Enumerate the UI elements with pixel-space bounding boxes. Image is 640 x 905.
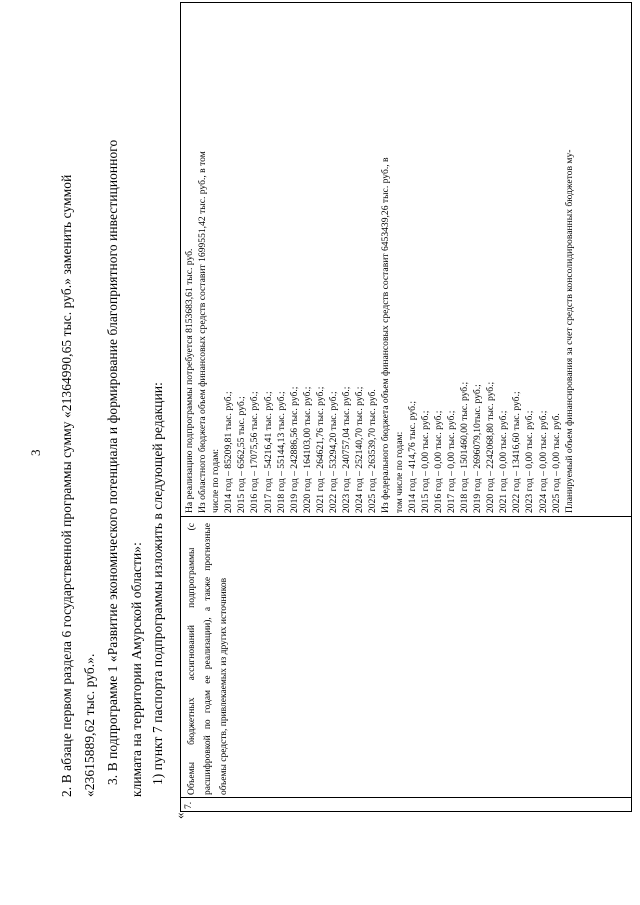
- content-line: Планируемый объем финансирования за счет средств консолидированных бюджетов му-: [563, 149, 575, 513]
- content-line: 2023 год – 0,00 тыс. руб.;: [524, 410, 536, 513]
- content-line: 2022 год – 53294,20 тыс. руб.;: [328, 391, 340, 513]
- content-line: 2021 год – 0,00 тыс. руб.;: [498, 410, 510, 513]
- content-line: том числе по годам:: [393, 431, 405, 513]
- content-line: 2020 год – 164103,00 тыс. руб.;: [301, 386, 313, 513]
- content-line: На реализацию подпрограммы потребуется 8153683,61 тыс. руб.: [184, 248, 195, 513]
- content-line: 2015 год – 0,00 тыс. руб.;: [419, 410, 431, 513]
- content-line: 2021 год – 264621,76 тыс. руб.;: [314, 386, 326, 513]
- passport-table: [180, 2, 632, 812]
- content-line: 2016 год – 17075,56 тыс. руб.;: [249, 391, 261, 513]
- content-line: 2014 год – 85209,81 тыс. руб.;: [223, 391, 235, 513]
- row-content: [183, 150, 576, 513]
- paragraph-2-continuation: «23615889,62 тыс. руб.».: [82, 653, 97, 797]
- content-line: Из областного бюджета объем финансовых средств составит 1699551,42 тыс. руб., в том: [197, 151, 209, 513]
- column-divider-number: [181, 797, 631, 798]
- content-line: 2016 год – 0,00 тыс. руб.;: [432, 410, 444, 513]
- content-line: 2020 год – 2242068,80 тыс. руб.;: [485, 381, 497, 513]
- content-line: Из федерального бюджета объем финансовых средств составит 6453439,26 тыс. руб., в: [380, 157, 392, 513]
- column-divider-label: [181, 516, 631, 517]
- content-line: 2025 год – 0,00 тыс. руб.: [550, 413, 562, 513]
- content-line: 2024 год – 252140,70 тыс. руб.;: [354, 386, 366, 513]
- content-line: 2019 год – 2696079,10тыс. руб.;: [472, 384, 484, 513]
- content-line: 2017 год – 54216,41 тыс. руб.;: [262, 391, 274, 513]
- paragraph-3: 3. В подпрограмме 1 «Развитие экономического потенциала и формирование благоприятного инвестиционного: [105, 139, 120, 785]
- paragraph-3-continuation: климата на территории Амурской области»:: [129, 542, 144, 797]
- content-line: 2019 год – 242886,56 тыс. руб.;: [288, 386, 300, 513]
- content-line: 2022 год – 13416,60 тыс. руб.;: [511, 391, 523, 513]
- content-line: 2017 год – 0,00 тыс. руб.;: [445, 410, 457, 513]
- page-number: 3: [28, 449, 43, 456]
- paragraph-2: 2. В абзаце первом раздела 6 государственной программы сумму «21364990,65 тыс. руб.» заменить суммой: [59, 174, 74, 797]
- content-line: 2025 год – 263539,70 тыс. руб.: [367, 389, 379, 513]
- subparagraph-1: 1) пункт 7 паспорта подпрограммы изложить в следующей редакции:: [150, 382, 165, 785]
- row-label: Объемы бюджетных ассигнований подпрограммы (с расшифровкой по годам ее реализации), а также прогнозные объемы средств, привлекаемых из других источников: [187, 523, 229, 795]
- content-line: 2024 год – 0,00 тыс. руб.;: [537, 410, 549, 513]
- row-number: 7.: [184, 801, 194, 809]
- content-line: 2018 год – 55144,13 тыс. руб.;: [275, 391, 287, 513]
- content-line: 2018 год – 1501460,00 тыс. руб.;: [458, 381, 470, 513]
- content-line: 2014 год – 414,76 тыс. руб.;: [406, 400, 418, 513]
- opening-quote-mark: «: [172, 812, 187, 819]
- content-line: 2015 год – 6562,55 тыс. руб.;: [236, 396, 248, 513]
- content-line: 2023 год – 240757,04 тыс. руб.;: [341, 386, 353, 513]
- content-line: числе по годам:: [210, 448, 222, 513]
